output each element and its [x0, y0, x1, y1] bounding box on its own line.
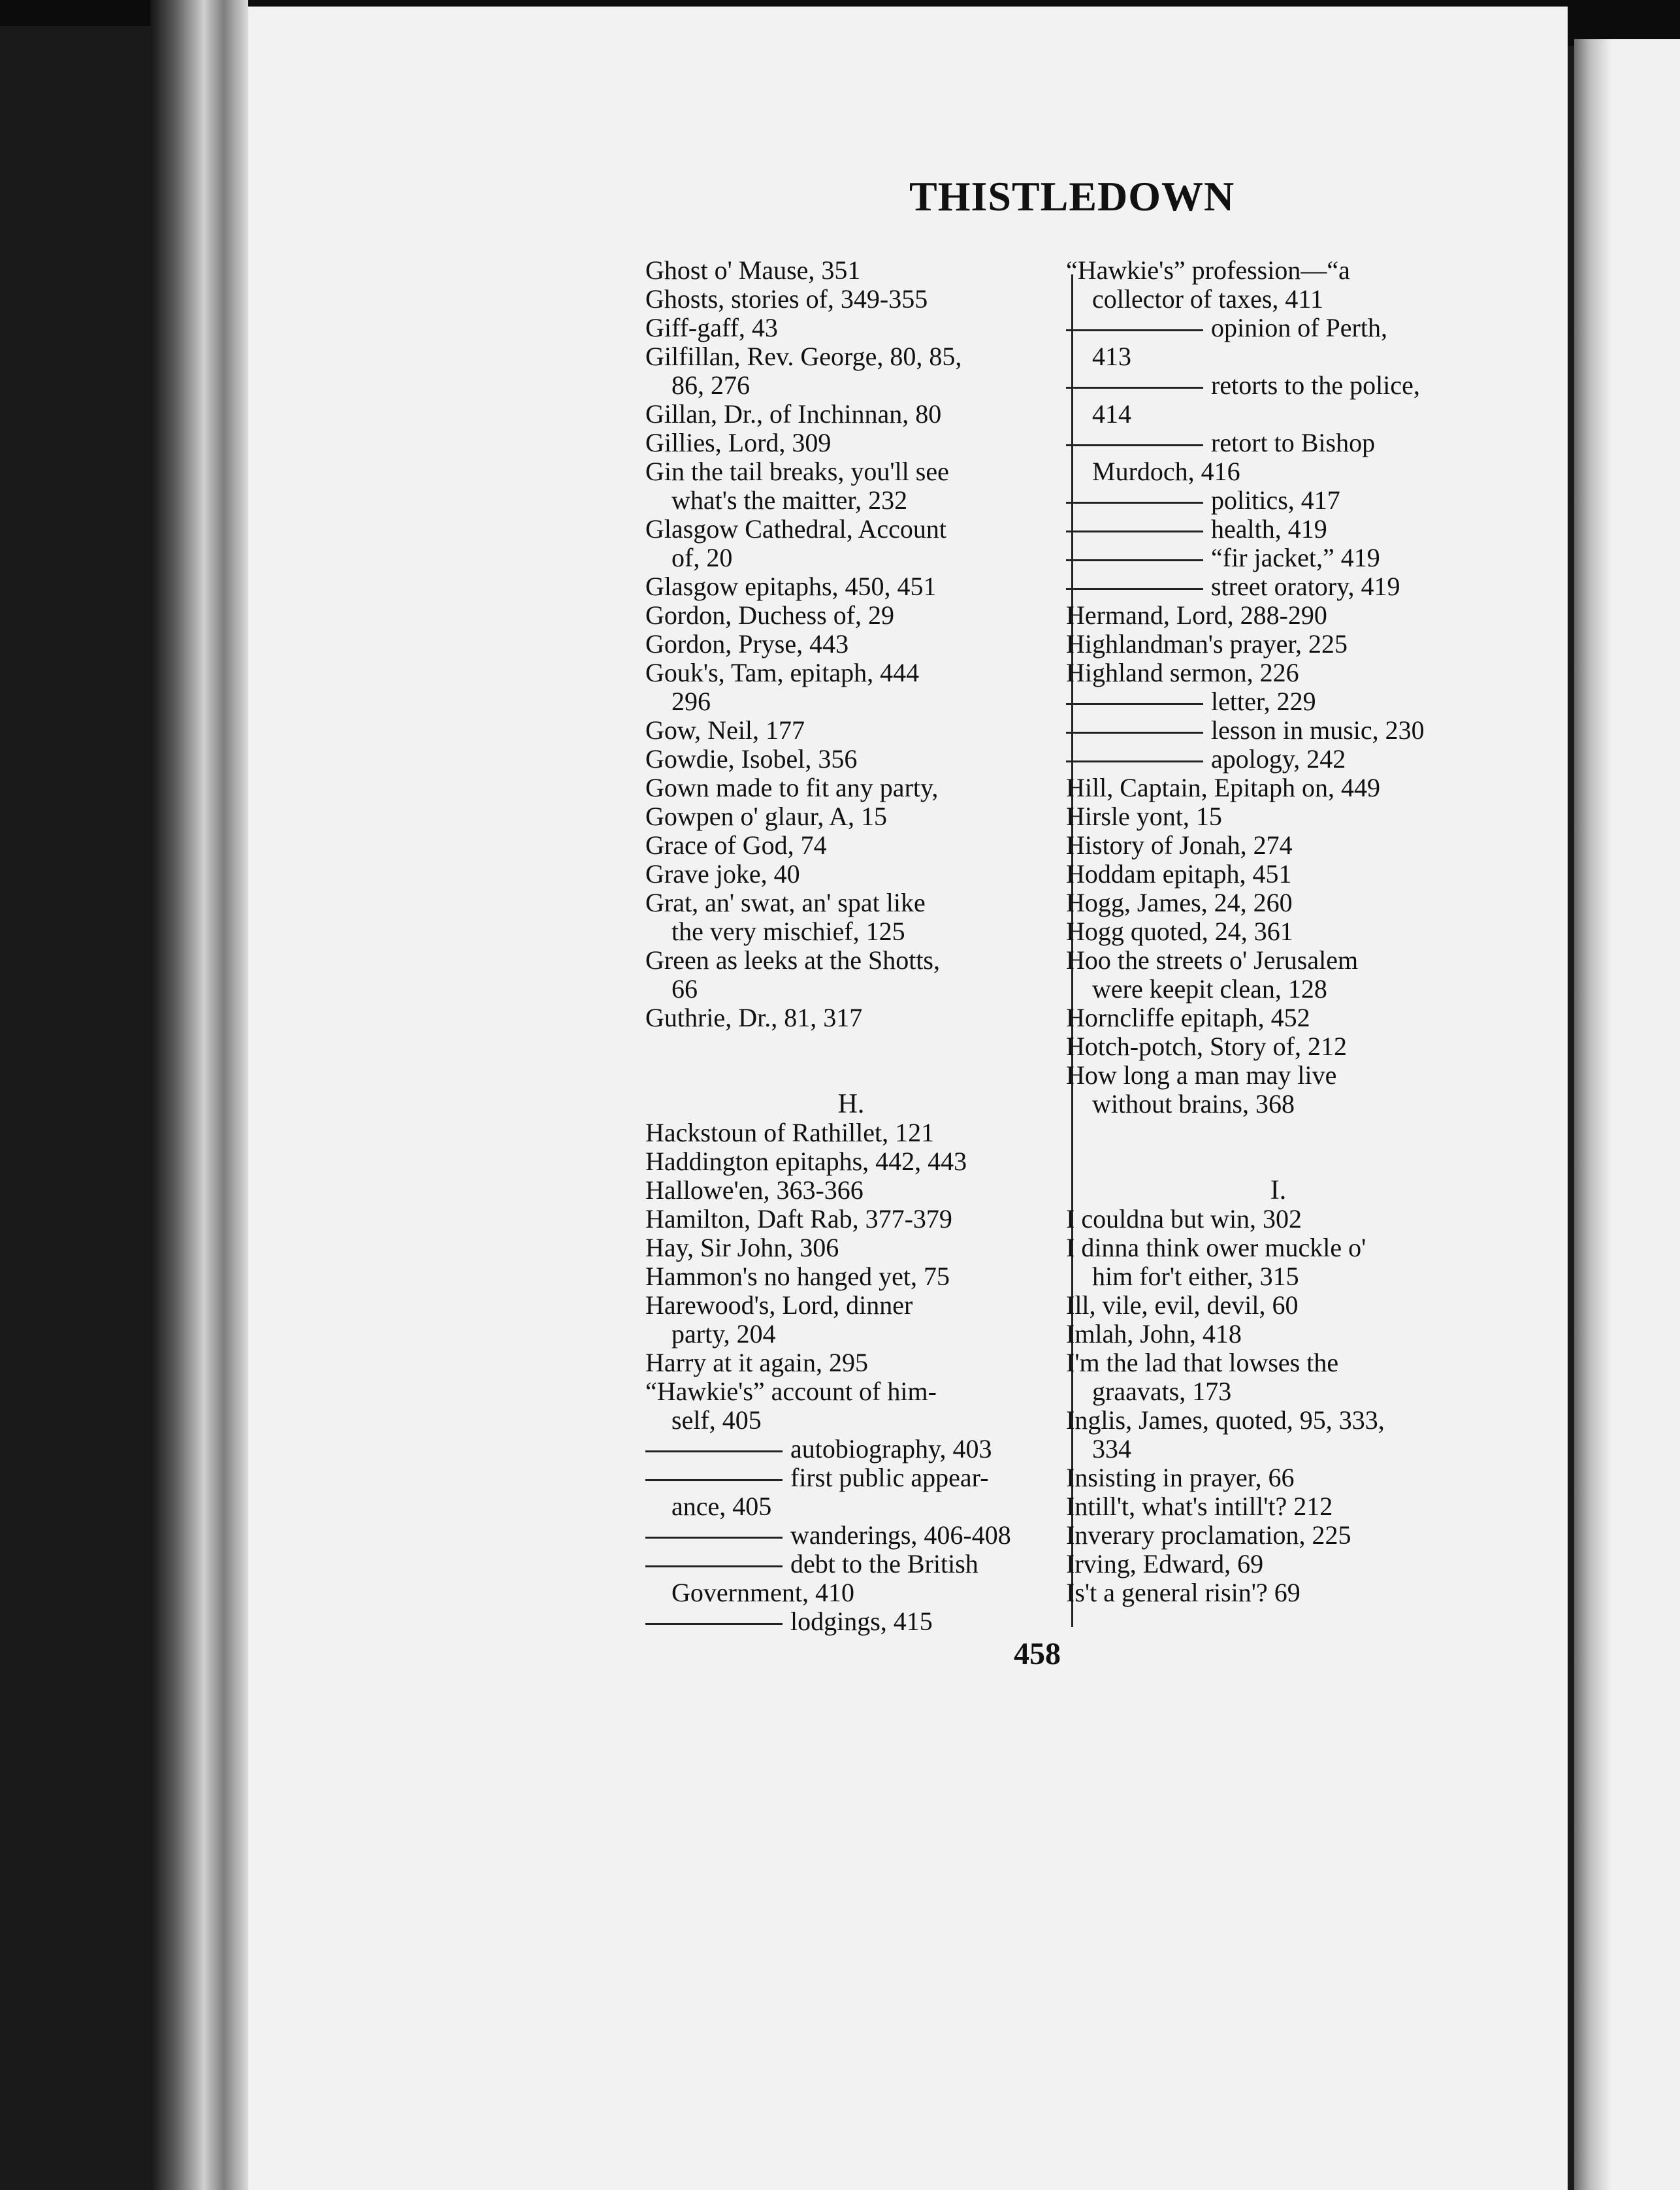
- entry-text: Hackstoun of Rathillet, 121: [645, 1118, 935, 1147]
- index-entry: [1066, 774, 1491, 802]
- index-entry-continuation: [645, 1578, 1057, 1607]
- entry-text: Gouk's, Tam, epitaph, 444: [645, 658, 920, 687]
- entry-text: Hirsle yont, 15: [1066, 802, 1222, 831]
- entry-text: Hammon's no hanged yet, 75: [645, 1262, 950, 1291]
- entry-text: Gown made to fit any party,: [645, 773, 939, 802]
- entry-text: health, 419: [1211, 514, 1327, 544]
- entry-text: Gin the tail breaks, you'll see: [645, 457, 949, 486]
- entry-text: How long a man may live: [1066, 1060, 1337, 1090]
- entry-text: wanderings, 406-408: [790, 1520, 1011, 1550]
- index-entry: [645, 572, 1057, 601]
- index-entry: [1066, 1234, 1491, 1262]
- entry-text: Grat, an' swat, an' spat like: [645, 888, 926, 917]
- index-letter-heading: H.: [837, 1089, 865, 1119]
- index-entry: [645, 774, 1057, 802]
- ditto-dash: [1066, 329, 1203, 331]
- entry-text: I couldna but win, 302: [1066, 1204, 1302, 1234]
- entry-text: retort to Bishop: [1211, 428, 1376, 457]
- entry-text: Gowdie, Isobel, 356: [645, 744, 858, 774]
- index-entry-continuation: [1066, 1090, 1491, 1119]
- entry-text: Glasgow Cathedral, Account: [645, 514, 946, 544]
- index-entry-continuation: [645, 544, 1057, 572]
- index-entry: [1066, 1205, 1491, 1234]
- ditto-dash: [645, 1565, 783, 1567]
- index-entry: [645, 831, 1057, 860]
- entry-text: party, 204: [671, 1319, 776, 1348]
- index-entry-continuation: [1066, 975, 1491, 1004]
- index-entry: [645, 256, 1057, 285]
- index-entry: [645, 659, 1057, 687]
- entry-text: 334: [1092, 1434, 1131, 1463]
- ditto-dash: [645, 1623, 783, 1625]
- index-subentry: [1066, 314, 1491, 342]
- index-entry-continuation: [1066, 285, 1491, 314]
- index-subentry: [645, 1521, 1057, 1550]
- index-entry: [645, 285, 1057, 314]
- index-entry: [1066, 601, 1491, 630]
- entry-text: I dinna think ower muckle o': [1066, 1233, 1366, 1262]
- index-subentry: [1066, 429, 1491, 457]
- index-entry: [1066, 1348, 1491, 1377]
- entry-text: Harry at it again, 295: [645, 1348, 868, 1377]
- index-entry: [1066, 802, 1491, 831]
- entry-text: Hermand, Lord, 288-290: [1066, 600, 1327, 630]
- entry-text: Hogg, James, 24, 260: [1066, 888, 1293, 917]
- index-entry: [645, 400, 1057, 429]
- index-entry: [1066, 630, 1491, 659]
- entry-text: Irving, Edward, 69: [1066, 1549, 1264, 1578]
- index-entry: [1066, 256, 1491, 285]
- index-entry: [1066, 1406, 1491, 1435]
- index-column-left: [645, 256, 1057, 1636]
- entry-text: Intill't, what's intill't? 212: [1066, 1492, 1333, 1521]
- ditto-dash: [1066, 387, 1203, 389]
- index-column-right: [1066, 256, 1491, 1607]
- index-entry: [645, 716, 1057, 745]
- entry-text: Gowpen o' glaur, A, 15: [645, 802, 887, 831]
- entry-text: History of Jonah, 274: [1066, 830, 1293, 860]
- index-subentry: [1066, 745, 1491, 774]
- index-entry: [645, 1147, 1057, 1176]
- entry-text: Inglis, James, quoted, 95, 333,: [1066, 1405, 1385, 1435]
- index-subentry: [645, 1463, 1057, 1492]
- ditto-dash: [1066, 760, 1203, 762]
- index-subentry: [645, 1435, 1057, 1463]
- entry-text: Gow, Neil, 177: [645, 715, 805, 745]
- index-entry: [1066, 1004, 1491, 1032]
- index-entry-continuation: [645, 1492, 1057, 1521]
- index-entry: [645, 1262, 1057, 1291]
- entry-text: were keepit clean, 128: [1092, 974, 1327, 1004]
- entry-text: 66: [671, 974, 698, 1004]
- index-entry: [1066, 889, 1491, 917]
- index-entry: [1066, 1492, 1491, 1521]
- index-entry: [645, 745, 1057, 774]
- ditto-dash: [645, 1450, 783, 1452]
- entry-text: 86, 276: [671, 370, 750, 400]
- entry-text: “Hawkie's” profession—“a: [1066, 255, 1350, 285]
- index-entry: [645, 314, 1057, 342]
- index-entry: [645, 1176, 1057, 1205]
- entry-text: Murdoch, 416: [1092, 457, 1240, 486]
- ditto-dash: [1066, 531, 1203, 532]
- index-entry: [645, 1377, 1057, 1406]
- ditto-dash: [1066, 588, 1203, 590]
- entry-text: of, 20: [671, 543, 733, 572]
- entry-text: Ill, vile, evil, devil, 60: [1066, 1290, 1299, 1320]
- index-entry: [645, 1291, 1057, 1320]
- index-entry-continuation: [645, 1406, 1057, 1435]
- entry-text: Harewood's, Lord, dinner: [645, 1290, 913, 1320]
- index-entry: [1066, 1032, 1491, 1061]
- index-entry: [1066, 1291, 1491, 1320]
- entry-text: street oratory, 419: [1211, 572, 1400, 601]
- entry-text: what's the maitter, 232: [671, 485, 908, 515]
- index-entry: [1066, 1463, 1491, 1492]
- entry-text: Inverary proclamation, 225: [1066, 1520, 1351, 1550]
- page-number: 458: [1014, 1637, 1061, 1671]
- entry-text: Hay, Sir John, 306: [645, 1233, 839, 1262]
- entry-text: “fir jacket,” 419: [1211, 543, 1380, 572]
- ditto-dash: [1066, 502, 1203, 504]
- book-spine-edge: [150, 0, 248, 2190]
- entry-text: Horncliffe epitaph, 452: [1066, 1003, 1310, 1032]
- entry-text: debt to the British: [790, 1549, 978, 1578]
- entry-text: Government, 410: [671, 1578, 854, 1607]
- index-subentry: [1066, 544, 1491, 572]
- entry-text: Imlah, John, 418: [1066, 1319, 1242, 1348]
- index-entry-continuation: [645, 486, 1057, 515]
- index-entry: [1066, 946, 1491, 975]
- index-subentry: [1066, 716, 1491, 745]
- ditto-dash: [1066, 732, 1203, 734]
- index-entry: [645, 515, 1057, 544]
- entry-text: retorts to the police,: [1211, 370, 1420, 400]
- entry-text: Hoo the streets o' Jerusalem: [1066, 945, 1359, 975]
- entry-text: lesson in music, 230: [1211, 715, 1425, 745]
- entry-text: Gordon, Duchess of, 29: [645, 600, 895, 630]
- index-entry: [645, 630, 1057, 659]
- entry-text: autobiography, 403: [790, 1434, 992, 1463]
- index-entry-continuation: [1066, 1435, 1491, 1463]
- index-entry-continuation: [1066, 1377, 1491, 1406]
- index-entry: [645, 601, 1057, 630]
- index-entry-continuation: [645, 975, 1057, 1004]
- ditto-dash: [1066, 444, 1203, 446]
- next-page-edge: [1574, 39, 1680, 2190]
- entry-text: Glasgow epitaphs, 450, 451: [645, 572, 937, 601]
- entry-text: Hotch-potch, Story of, 212: [1066, 1032, 1347, 1061]
- entry-text: lodgings, 415: [790, 1607, 933, 1636]
- index-entry: [645, 429, 1057, 457]
- index-entry: [1066, 1521, 1491, 1550]
- index-subentry: [1066, 371, 1491, 400]
- ditto-dash: [1066, 703, 1203, 705]
- entry-text: Ghosts, stories of, 349-355: [645, 284, 928, 314]
- entry-text: first public appear-: [790, 1463, 989, 1492]
- index-entry: [645, 860, 1057, 889]
- index-entry: [1066, 1550, 1491, 1578]
- section-gap: [1066, 1119, 1491, 1176]
- index-subentry: [1066, 687, 1491, 716]
- entry-text: Highlandman's prayer, 225: [1066, 629, 1348, 659]
- index-entry: [645, 342, 1057, 371]
- index-entry-continuation: [1066, 1262, 1491, 1291]
- index-entry-continuation: [645, 917, 1057, 946]
- index-letter-heading: I.: [1270, 1175, 1287, 1205]
- entry-text: graavats, 173: [1092, 1377, 1232, 1406]
- index-entry: [1066, 860, 1491, 889]
- index-entry: [1066, 1320, 1491, 1348]
- entry-text: 413: [1092, 342, 1131, 371]
- entry-text: Grace of God, 74: [645, 830, 827, 860]
- index-entry: [645, 946, 1057, 975]
- entry-text: Guthrie, Dr., 81, 317: [645, 1003, 863, 1032]
- entry-text: the very mischief, 125: [671, 917, 905, 946]
- entry-text: Grave joke, 40: [645, 859, 800, 889]
- entry-text: “Hawkie's” account of him-: [645, 1377, 937, 1406]
- index-entry: [1066, 917, 1491, 946]
- index-entry: [645, 1205, 1057, 1234]
- entry-text: Is't a general risin'? 69: [1066, 1578, 1300, 1607]
- index-entry: [645, 1234, 1057, 1262]
- index-entry-continuation: [645, 1320, 1057, 1348]
- entry-text: politics, 417: [1211, 485, 1340, 515]
- index-entry-continuation: [1066, 400, 1491, 429]
- entry-text: Green as leeks at the Shotts,: [645, 945, 940, 975]
- index-entry: [645, 1348, 1057, 1377]
- section-gap: [645, 1032, 1057, 1090]
- ditto-dash: [1066, 559, 1203, 561]
- index-entry: [1066, 831, 1491, 860]
- index-subentry: [1066, 515, 1491, 544]
- ditto-dash: [645, 1479, 783, 1481]
- entry-text: collector of taxes, 411: [1092, 284, 1323, 314]
- index-entry: [645, 1004, 1057, 1032]
- index-subentry: [1066, 572, 1491, 601]
- entry-text: Hallowe'en, 363-366: [645, 1175, 864, 1205]
- entry-text: Hamilton, Daft Rab, 377-379: [645, 1204, 952, 1234]
- index-entry: [645, 802, 1057, 831]
- index-entry: [645, 1119, 1057, 1147]
- index-entry-continuation: [1066, 457, 1491, 486]
- index-entry: [645, 889, 1057, 917]
- entry-text: Hogg quoted, 24, 361: [1066, 917, 1293, 946]
- entry-text: opinion of Perth,: [1211, 313, 1387, 342]
- index-entry: [1066, 1061, 1491, 1090]
- entry-text: him for't either, 315: [1092, 1262, 1299, 1291]
- entry-text: Hoddam epitaph, 451: [1066, 859, 1292, 889]
- index-entry: [645, 457, 1057, 486]
- index-entry-continuation: [645, 371, 1057, 400]
- entry-text: Ghost o' Mause, 351: [645, 255, 861, 285]
- ditto-dash: [645, 1537, 783, 1539]
- entry-text: self, 405: [671, 1405, 762, 1435]
- entry-text: 414: [1092, 399, 1131, 429]
- entry-text: Gilfillan, Rev. George, 80, 85,: [645, 342, 962, 371]
- entry-text: Giff-gaff, 43: [645, 313, 778, 342]
- entry-text: I'm the lad that lowses the: [1066, 1348, 1339, 1377]
- entry-text: Gordon, Pryse, 443: [645, 629, 849, 659]
- entry-text: letter, 229: [1211, 687, 1316, 716]
- entry-text: apology, 242: [1211, 744, 1346, 774]
- entry-text: 296: [671, 687, 711, 716]
- index-subentry: [1066, 486, 1491, 515]
- entry-text: ance, 405: [671, 1492, 772, 1521]
- entry-text: Gillies, Lord, 309: [645, 428, 832, 457]
- entry-text: Insisting in prayer, 66: [1066, 1463, 1295, 1492]
- entry-text: Gillan, Dr., of Inchinnan, 80: [645, 399, 942, 429]
- entry-text: Hill, Captain, Epitaph on, 449: [1066, 773, 1381, 802]
- entry-text: without brains, 368: [1092, 1089, 1295, 1119]
- index-entry: [1066, 1578, 1491, 1607]
- index-entry-continuation: [645, 687, 1057, 716]
- index-entry-continuation: [1066, 342, 1491, 371]
- running-head: THISTLEDOWN: [909, 173, 1235, 220]
- entry-text: Highland sermon, 226: [1066, 658, 1299, 687]
- index-subentry: [645, 1550, 1057, 1578]
- entry-text: Haddington epitaphs, 442, 443: [645, 1147, 967, 1176]
- index-entry: [1066, 659, 1491, 687]
- index-subentry: [645, 1607, 1057, 1636]
